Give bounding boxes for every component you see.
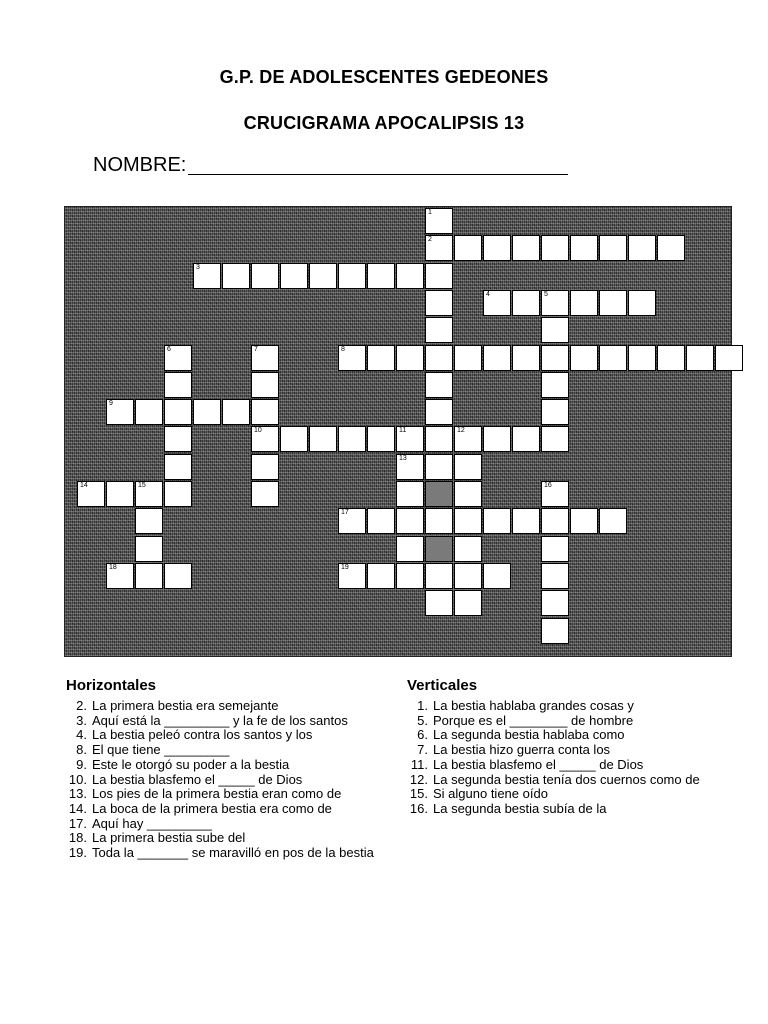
clue-number-label: 5. [417, 712, 428, 728]
grid-cell[interactable] [599, 345, 627, 371]
grid-cell[interactable] [483, 426, 511, 452]
grid-cell[interactable] [541, 235, 569, 261]
grid-cell[interactable] [512, 235, 540, 261]
horizontal-clue [66, 831, 376, 846]
grid-cell[interactable] [135, 563, 163, 589]
clue-number: 3 [196, 263, 200, 271]
grid-cell[interactable] [425, 290, 453, 316]
grid-cell[interactable] [454, 235, 482, 261]
clue-number-label: 19. [68, 845, 87, 861]
grid-cell[interactable] [106, 481, 134, 507]
clue-number-label: 9. [76, 756, 87, 772]
grid-cell[interactable] [222, 263, 250, 289]
grid-cell[interactable] [599, 508, 627, 534]
clue-number-label: 14. [68, 800, 87, 816]
grid-cell[interactable] [541, 618, 569, 644]
clue-number-label: 8. [76, 742, 87, 758]
clue-text: La segunda bestia tenía dos cuernos como de [433, 771, 700, 787]
clue-number: 17 [341, 509, 349, 517]
grid-cell[interactable] [135, 481, 163, 507]
grid-cell[interactable] [425, 345, 453, 371]
grid-cell[interactable] [251, 454, 279, 480]
grid-cell[interactable] [396, 563, 424, 589]
grid-cell[interactable] [164, 399, 192, 425]
grid-cell[interactable] [541, 345, 569, 371]
name-field[interactable] [93, 154, 568, 177]
clue-number-label: 17. [68, 815, 87, 831]
clue-number-label: 6. [417, 727, 428, 743]
grid-cell[interactable] [77, 481, 105, 507]
clue-text: La segunda bestia subía de la [433, 800, 607, 816]
clue-number-label: 2. [76, 698, 87, 713]
grid-cell[interactable] [396, 481, 424, 507]
grid-cell[interactable] [164, 481, 192, 507]
grid-cell[interactable] [425, 508, 453, 534]
horizontal-clue [66, 728, 376, 743]
clue-number: 12 [457, 427, 465, 435]
grid-cell[interactable] [454, 454, 482, 480]
grid-cell[interactable] [425, 208, 453, 234]
grid-cell[interactable] [425, 263, 453, 289]
clue-number-label: 4. [76, 727, 87, 743]
grid-cell[interactable] [396, 345, 424, 371]
grid-cell[interactable] [164, 454, 192, 480]
grid-cell[interactable] [338, 263, 366, 289]
grid-cell[interactable] [512, 508, 540, 534]
horizontal-clue [66, 846, 376, 861]
grid-cell[interactable] [454, 426, 482, 452]
shaded-cell[interactable] [425, 536, 453, 562]
grid-cell[interactable] [425, 454, 453, 480]
name-label: NOMBRE: [93, 154, 187, 176]
clue-number: 9 [109, 400, 113, 408]
horizontal-clue [66, 773, 376, 788]
grid-cell[interactable] [541, 590, 569, 616]
grid-cell[interactable] [628, 235, 656, 261]
grid-cell[interactable] [309, 426, 337, 452]
shaded-cell[interactable] [425, 481, 453, 507]
vertical-heading: Verticales [407, 677, 478, 694]
grid-cell[interactable] [628, 345, 656, 371]
grid-cell[interactable] [425, 563, 453, 589]
grid-cell[interactable] [483, 508, 511, 534]
horizontal-clue [66, 787, 376, 802]
clue-number: 13 [399, 454, 407, 462]
horizontal-clue [66, 743, 376, 758]
grid-cell[interactable] [425, 590, 453, 616]
grid-cell[interactable] [686, 345, 714, 371]
clue-text: Aquí está la _________ y la fe de los santos [92, 712, 348, 728]
grid-cell[interactable] [512, 426, 540, 452]
grid-cell[interactable] [367, 263, 395, 289]
vertical-clues [407, 699, 707, 817]
grid-cell[interactable] [338, 508, 366, 534]
grid-cell[interactable] [251, 263, 279, 289]
grid-cell[interactable] [454, 481, 482, 507]
grid-cell[interactable] [454, 536, 482, 562]
grid-cell[interactable] [483, 290, 511, 316]
clue-number: 18 [109, 563, 117, 571]
grid-cell[interactable] [106, 399, 134, 425]
grid-cell[interactable] [164, 345, 192, 371]
grid-cell[interactable] [512, 345, 540, 371]
grid-cell[interactable] [193, 399, 221, 425]
vertical-clue [407, 714, 707, 729]
horizontal-clue [66, 802, 376, 817]
grid-cell[interactable] [135, 508, 163, 534]
clue-number: 6 [167, 345, 171, 353]
grid-cell[interactable] [541, 508, 569, 534]
grid-cell[interactable] [367, 563, 395, 589]
clue-number: 7 [254, 345, 258, 353]
grid-cell[interactable] [657, 235, 685, 261]
grid-cell[interactable] [396, 454, 424, 480]
clue-text: La bestia hablaba grandes cosas y [433, 698, 634, 713]
clue-number: 8 [341, 345, 345, 353]
clue-number-label: 7. [417, 742, 428, 758]
clue-text: La bestia blasfemo el _____ de Dios [92, 771, 303, 787]
grid-cell[interactable] [425, 235, 453, 261]
grid-cell[interactable] [251, 345, 279, 371]
clue-number: 19 [341, 563, 349, 571]
grid-cell[interactable] [425, 317, 453, 343]
grid-cell[interactable] [570, 345, 598, 371]
grid-cell[interactable] [135, 536, 163, 562]
grid-cell[interactable] [454, 563, 482, 589]
grid-cell[interactable] [338, 426, 366, 452]
grid-cell[interactable] [396, 426, 424, 452]
clue-text: Este le otorgó su poder a la bestia [92, 756, 290, 772]
clue-number-label: 11. [410, 756, 428, 772]
clue-number: 14 [80, 482, 88, 489]
clue-number: 1 [428, 209, 432, 216]
clue-number: 15 [138, 482, 146, 489]
grid-cell[interactable] [106, 563, 134, 589]
clue-number-label: 3. [76, 712, 87, 728]
grid-cell[interactable] [280, 263, 308, 289]
clue-number-label: 15. [409, 786, 428, 802]
crossword-grid [64, 206, 732, 657]
grid-cell[interactable] [280, 426, 308, 452]
grid-cell[interactable] [425, 399, 453, 425]
puzzle-title: CRUCIGRAMA APOCALIPSIS 13 [243, 113, 525, 133]
grid-cell[interactable] [454, 345, 482, 371]
organization-title: G.P. DE ADOLESCENTES GEDEONES [219, 67, 549, 87]
grid-cell[interactable] [396, 508, 424, 534]
grid-cell[interactable] [164, 563, 192, 589]
grid-cell[interactable] [396, 263, 424, 289]
horizontal-clues [66, 699, 376, 861]
grid-cell[interactable] [367, 508, 395, 534]
grid-cell[interactable] [512, 290, 540, 316]
vertical-clue [407, 802, 707, 817]
grid-cell[interactable] [541, 317, 569, 343]
clue-number-label: 1. [417, 698, 428, 713]
grid-cell[interactable] [599, 235, 627, 261]
grid-cell[interactable] [251, 372, 279, 398]
vertical-clue [407, 743, 707, 758]
horizontal-clue [66, 817, 376, 832]
clue-text: El que tiene _________ [92, 742, 230, 758]
grid-cell[interactable] [715, 345, 743, 371]
grid-cell[interactable] [222, 399, 250, 425]
grid-cell[interactable] [570, 290, 598, 316]
clue-text: Porque es el ________ de hombre [433, 712, 634, 728]
grid-cell[interactable] [193, 263, 221, 289]
grid-cell[interactable] [454, 590, 482, 616]
grid-cell[interactable] [338, 563, 366, 589]
vertical-clue [407, 758, 707, 773]
vertical-clue [407, 699, 707, 714]
grid-cell[interactable] [251, 399, 279, 425]
clue-text: La bestia hizo guerra conta los [433, 742, 611, 758]
grid-cell[interactable] [251, 426, 279, 452]
grid-cell[interactable] [338, 345, 366, 371]
clue-number-label: 18. [68, 830, 87, 846]
grid-cell[interactable] [541, 290, 569, 316]
clue-number: 4 [486, 290, 490, 298]
clue-text: La boca de la primera bestia era como de [92, 800, 332, 816]
grid-cell[interactable] [657, 345, 685, 371]
clue-text: Aquí hay _________ [92, 815, 212, 831]
grid-cell[interactable] [628, 290, 656, 316]
clue-number-label: 10. [68, 771, 87, 787]
clue-text: Si alguno tiene oído [433, 786, 548, 802]
grid-cell[interactable] [483, 345, 511, 371]
grid-cell[interactable] [396, 536, 424, 562]
clue-number: 11 [399, 427, 407, 435]
clue-number: 10 [254, 427, 262, 435]
grid-cell[interactable] [541, 426, 569, 452]
clue-text: La bestia blasfemo el _____ de Dios [433, 756, 644, 772]
horizontal-clue [66, 714, 376, 729]
clue-text: La segunda bestia hablaba como [433, 727, 625, 743]
clue-text: La primera bestia era semejante [92, 698, 279, 713]
grid-cell[interactable] [541, 481, 569, 507]
horizontal-clue [66, 758, 376, 773]
name-line[interactable] [188, 154, 568, 175]
clue-text: La primera bestia sube del [92, 830, 246, 846]
grid-cell[interactable] [570, 235, 598, 261]
horizontal-heading: Horizontales [66, 677, 157, 694]
clue-number: 5 [544, 290, 548, 298]
clue-text: Los pies de la primera bestia eran como de [92, 786, 342, 802]
grid-cell[interactable] [309, 263, 337, 289]
grid-cell[interactable] [251, 481, 279, 507]
clue-number: 2 [428, 236, 432, 244]
grid-cell[interactable] [454, 508, 482, 534]
grid-cell[interactable] [483, 235, 511, 261]
grid-cell[interactable] [425, 372, 453, 398]
grid-cell[interactable] [541, 536, 569, 562]
grid-cell[interactable] [367, 345, 395, 371]
clue-number-label: 12. [409, 771, 428, 787]
horizontal-clue [66, 699, 376, 714]
vertical-clue [407, 787, 707, 802]
grid-cell[interactable] [541, 563, 569, 589]
grid-cell[interactable] [570, 508, 598, 534]
vertical-clue [407, 728, 707, 743]
grid-cell[interactable] [135, 399, 163, 425]
clue-text: Toda la _______ se maravilló en pos de la bestia [92, 845, 374, 861]
clue-text: La bestia peleó contra los santos y los [92, 727, 313, 743]
clue-number-label: 16. [409, 800, 428, 816]
vertical-clue [407, 773, 707, 788]
grid-cell[interactable] [367, 426, 395, 452]
clue-number: 16 [544, 482, 552, 489]
grid-cell[interactable] [425, 426, 453, 452]
grid-cell[interactable] [541, 399, 569, 425]
grid-cell[interactable] [599, 290, 627, 316]
grid-cell[interactable] [164, 426, 192, 452]
grid-cell[interactable] [483, 563, 511, 589]
clue-number-label: 13. [68, 786, 87, 802]
grid-cell[interactable] [541, 372, 569, 398]
grid-cell[interactable] [164, 372, 192, 398]
